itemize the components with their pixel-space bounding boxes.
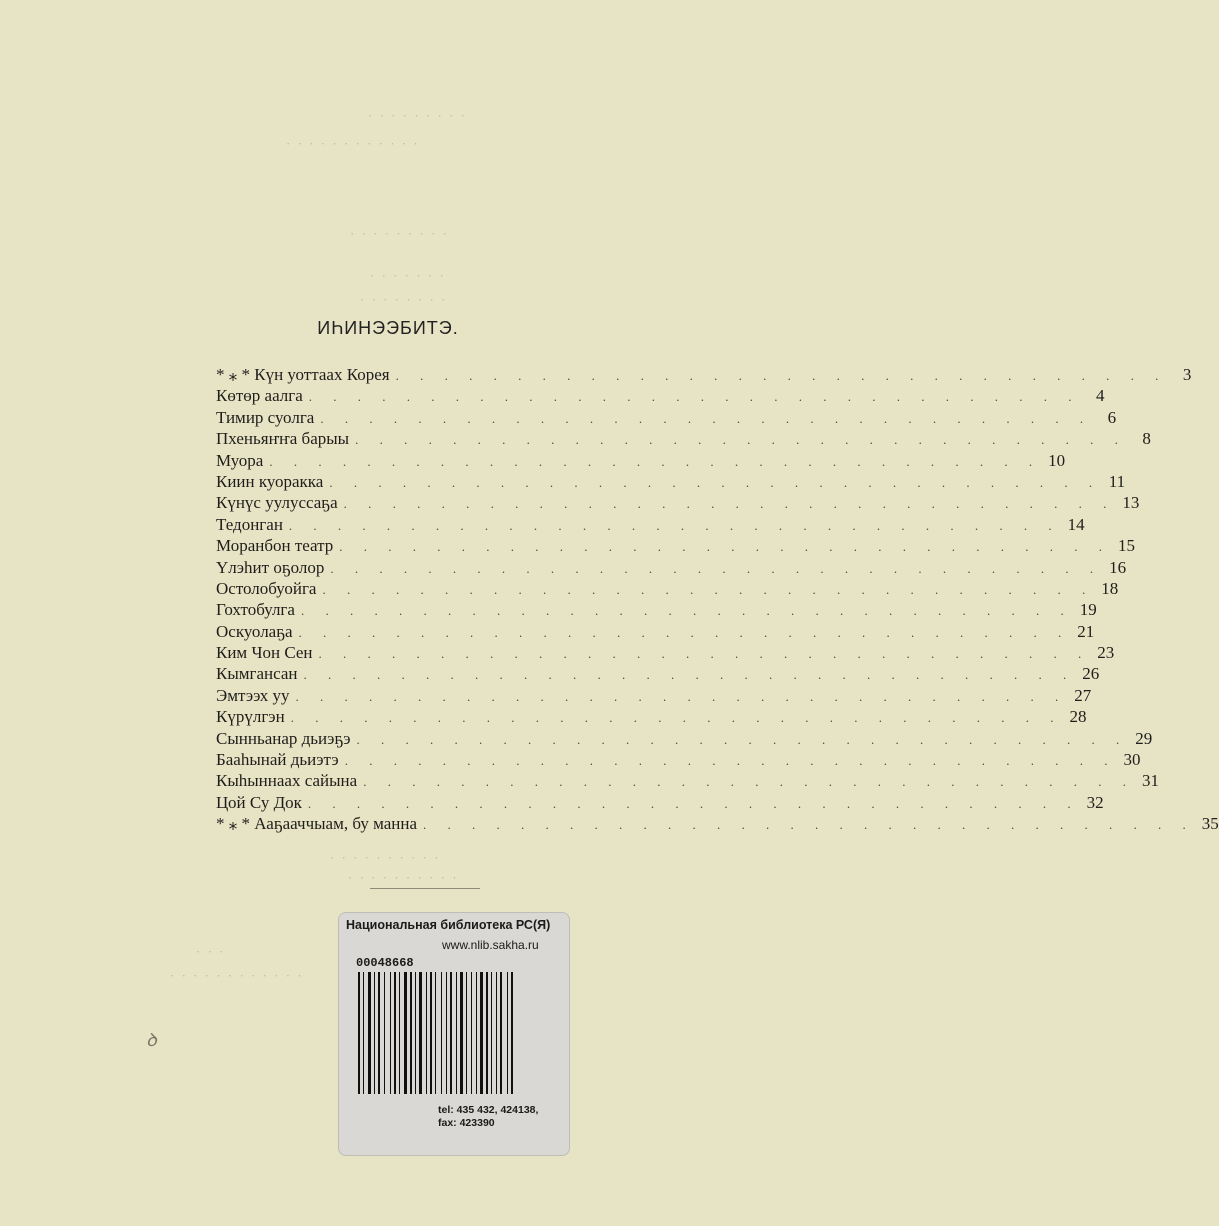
- barcode-bar: [368, 972, 371, 1094]
- toc-entry-title: Бааһынай дьиэтэ: [216, 750, 339, 770]
- toc-leader-dots: . . . . . . . . . . . . . . . . . . . . . . . . . . . . . . . .: [288, 517, 1061, 533]
- barcode-bar: [456, 972, 457, 1094]
- bleed-through-text: · · ·: [196, 944, 226, 959]
- barcode-bar: [500, 972, 502, 1094]
- barcode-bar: [363, 972, 364, 1094]
- toc-entry: [216, 578, 1119, 599]
- barcode-bar: [511, 972, 513, 1094]
- toc-leader-dots: . . . . . . . . . . . . . . . . . . . . . . . . . . . . . . . .: [423, 817, 1195, 833]
- toc-entry: [216, 728, 1153, 749]
- toc-entry: [216, 621, 1095, 642]
- toc-entry-page: 10: [1048, 450, 1066, 470]
- toc-entry-page: 26: [1082, 664, 1100, 684]
- toc-entry-title: Кыһыннаах сайына: [216, 771, 358, 791]
- toc-entry-title: Оскуолаҕа: [216, 621, 293, 641]
- toc-entry: [216, 514, 1085, 535]
- barcode-bar: [426, 972, 427, 1094]
- toc-leader-dots: . . . . . . . . . . . . . . . . . . . . . . . . . . . . . . . .: [308, 389, 1081, 405]
- library-name: Национальная библиотека РС(Я): [346, 918, 551, 932]
- library-contacts: [438, 1104, 538, 1130]
- toc-leader-dots: . . . . . . . . . . . . . . . . . . . . . . . . . . . . . . . .: [343, 496, 1116, 512]
- toc-entry-page: 27: [1074, 685, 1092, 705]
- barcode-bar: [374, 972, 375, 1094]
- toc-entry-page: 21: [1077, 621, 1095, 641]
- divider-rule: [370, 888, 480, 889]
- toc-entry: [216, 450, 1066, 471]
- library-barcode-sticker: [338, 912, 570, 1156]
- toc-entry: [216, 706, 1087, 727]
- bleed-through-text: · · · · · · · · · · · ·: [286, 136, 420, 151]
- toc-entry-title: Кымгансан: [216, 664, 298, 684]
- toc-entry-page: 16: [1109, 557, 1127, 577]
- toc-entry-page: 32: [1086, 792, 1104, 812]
- toc-entry: [216, 385, 1105, 406]
- toc-entry-page: 15: [1118, 536, 1136, 556]
- toc-entry-title: Муора: [216, 450, 264, 470]
- bleed-through-text: · · · · · · · · ·: [350, 226, 449, 241]
- toc-entry-page: 18: [1101, 578, 1119, 598]
- toc-entry-title: Тедонган: [216, 514, 283, 534]
- toc-leader-dots: . . . . . . . . . . . . . . . . . . . . . . . . . . . . . . . .: [356, 731, 1129, 747]
- toc-entry-title: Үлэһит оҕолор: [216, 557, 325, 577]
- toc-entry-page: 28: [1069, 707, 1087, 727]
- barcode-bar: [435, 972, 436, 1094]
- toc-leader-dots: . . . . . . . . . . . . . . . . . . . . . . . . . . . . . . . .: [307, 795, 1080, 811]
- barcode-bar: [471, 972, 472, 1094]
- toc-leader-dots: . . . . . . . . . . . . . . . . . . . . . . . . . . . . . . . .: [290, 710, 1063, 726]
- toc-entry-page: 29: [1135, 728, 1153, 748]
- toc-entry-page: 19: [1079, 600, 1097, 620]
- toc-entry: [216, 663, 1100, 684]
- handwritten-mark: ꝺ: [146, 1030, 157, 1050]
- toc-entry-title: Пхеньяҥҥа барыы: [216, 429, 350, 449]
- toc-entry-page: 14: [1067, 514, 1085, 534]
- bleed-through-text: · · · · · · · · ·: [368, 108, 467, 123]
- barcode-bar: [415, 972, 416, 1094]
- barcode-bar: [399, 972, 400, 1094]
- toc-entry-page: 11: [1108, 471, 1126, 491]
- toc-leader-dots: . . . . . . . . . . . . . . . . . . . . . . . . . . . . . . . .: [298, 624, 1071, 640]
- toc-entry-page: 31: [1141, 771, 1159, 791]
- toc-entry-page: 4: [1096, 386, 1105, 406]
- bleed-through-text: · · · · · · ·: [370, 268, 446, 283]
- toc-entry-title: Ким Чон Сен: [216, 643, 313, 663]
- barcode-bar: [476, 972, 477, 1094]
- barcode-bar: [450, 972, 452, 1094]
- barcode-bar: [496, 972, 497, 1094]
- toc-entry-title: Тимир суолга: [216, 407, 315, 427]
- toc-leader-dots: . . . . . . . . . . . . . . . . . . . . . . . . . . . . . . . .: [363, 774, 1135, 790]
- toc-entry: [216, 364, 1192, 385]
- toc-entry-title: Көтөр аалга: [216, 386, 303, 406]
- barcode-bar: [419, 972, 422, 1094]
- barcode-bar: [507, 972, 508, 1094]
- toc-leader-dots: . . . . . . . . . . . . . . . . . . . . . . . . . . . . . . . .: [303, 667, 1076, 683]
- toc-entry: [216, 428, 1151, 449]
- toc-leader-dots: . . . . . . . . . . . . . . . . . . . . . . . . . . . . . . . .: [300, 603, 1073, 619]
- bleed-through-text: · · · · · · · · · ·: [330, 850, 441, 865]
- toc-entry-title: Моранбон театр: [216, 536, 334, 556]
- toc-entry-page: 13: [1122, 493, 1140, 513]
- barcode-bar: [378, 972, 380, 1094]
- toc-leader-dots: . . . . . . . . . . . . . . . . . . . . . . . . . . . . . . . .: [295, 688, 1068, 704]
- barcode-image: [358, 972, 558, 1098]
- toc-entry-title: Цой Су Док: [216, 792, 302, 812]
- bleed-through-text: · · · · · · · ·: [360, 292, 448, 307]
- toc-entry: [216, 770, 1159, 791]
- toc-entry-title: * ⁎ * Ааҕааччыам, бу манна: [216, 814, 418, 834]
- barcode-bar: [491, 972, 492, 1094]
- toc-entry-page: 3: [1182, 365, 1192, 384]
- toc-entry-page: 30: [1123, 750, 1141, 770]
- barcode-bar: [446, 972, 447, 1094]
- toc-entry-page: 35: [1201, 814, 1219, 834]
- barcode-bar: [460, 972, 463, 1094]
- toc-entry: [216, 599, 1097, 620]
- toc-entry: [216, 492, 1140, 513]
- toc-entry-title: * ⁎ * Күн уоттаах Корея: [216, 365, 390, 384]
- barcode-bar: [358, 972, 360, 1094]
- toc-leader-dots: . . . . . . . . . . . . . . . . . . . . . . . . . . . . . . . .: [322, 581, 1095, 597]
- toc-entry: [216, 557, 1127, 578]
- toc-entry: [216, 407, 1117, 428]
- toc-entry: [216, 535, 1136, 556]
- bleed-through-text: · · · · · · · · · · · ·: [170, 968, 304, 983]
- bleed-through-text: · · · · · · · · · ·: [348, 870, 459, 885]
- toc-entry: [216, 813, 1219, 834]
- toc-entry-page: 6: [1107, 407, 1117, 427]
- toc-leader-dots: . . . . . . . . . . . . . . . . . . . . . . . . . . . . . . . .: [318, 646, 1091, 662]
- barcode-bar: [410, 972, 412, 1094]
- toc-entry-page: 8: [1142, 429, 1151, 449]
- toc-leader-dots: . . . . . . . . . . . . . . . . . . . . . . . . . . . . . . . .: [320, 410, 1093, 426]
- library-website: www.nlib.sakha.ru: [442, 938, 539, 952]
- toc-leader-dots: . . . . . . . . . . . . . . . . . . . . . . . . . . . . . . . .: [395, 368, 1168, 383]
- toc-entry-page: 23: [1097, 643, 1115, 663]
- barcode-bar: [441, 972, 442, 1094]
- barcode-bar: [394, 972, 396, 1094]
- barcode-bar: [384, 972, 385, 1094]
- toc-entry: [216, 685, 1092, 706]
- library-fax: fax: 423390: [438, 1117, 495, 1129]
- toc-entry: [216, 749, 1141, 770]
- barcode-number: 00048668: [356, 956, 414, 970]
- toc-entry: [216, 642, 1115, 663]
- toc-leader-dots: . . . . . . . . . . . . . . . . . . . . . . . . . . . . . . . .: [269, 453, 1042, 469]
- toc-leader-dots: . . . . . . . . . . . . . . . . . . . . . . . . . . . . . . . .: [355, 432, 1127, 448]
- toc-entry-title: Сынньанар дьиэҕэ: [216, 728, 351, 748]
- library-tel: tel: 435 432, 424138,: [438, 1104, 539, 1116]
- barcode-bar: [404, 972, 407, 1094]
- table-of-contents: [216, 364, 1219, 835]
- toc-leader-dots: . . . . . . . . . . . . . . . . . . . . . . . . . . . . . . . .: [339, 539, 1112, 555]
- toc-title: ИҺИНЭЭБИТЭ.: [317, 318, 459, 338]
- toc-entry-title: Остолобуойга: [216, 578, 317, 598]
- barcode-bar: [430, 972, 432, 1094]
- barcode-bar: [466, 972, 467, 1094]
- toc-entry-title: Күрүлгэн: [216, 707, 285, 727]
- toc-entry: [216, 792, 1104, 813]
- barcode-bar: [480, 972, 483, 1094]
- toc-leader-dots: . . . . . . . . . . . . . . . . . . . . . . . . . . . . . . . .: [344, 753, 1117, 769]
- toc-leader-dots: . . . . . . . . . . . . . . . . . . . . . . . . . . . . . . . .: [330, 560, 1103, 576]
- toc-leader-dots: . . . . . . . . . . . . . . . . . . . . . . . . . . . . . . . .: [329, 474, 1102, 490]
- toc-entry-title: Киин куоракка: [216, 471, 324, 491]
- barcode-bar: [390, 972, 391, 1094]
- toc-entry-title: Гохтобулга: [216, 600, 295, 620]
- toc-entry-title: Эмтээх уу: [216, 685, 290, 705]
- toc-entry: [216, 471, 1126, 492]
- toc-entry-title: Күнүс уулуссаҕа: [216, 493, 338, 513]
- barcode-bar: [486, 972, 488, 1094]
